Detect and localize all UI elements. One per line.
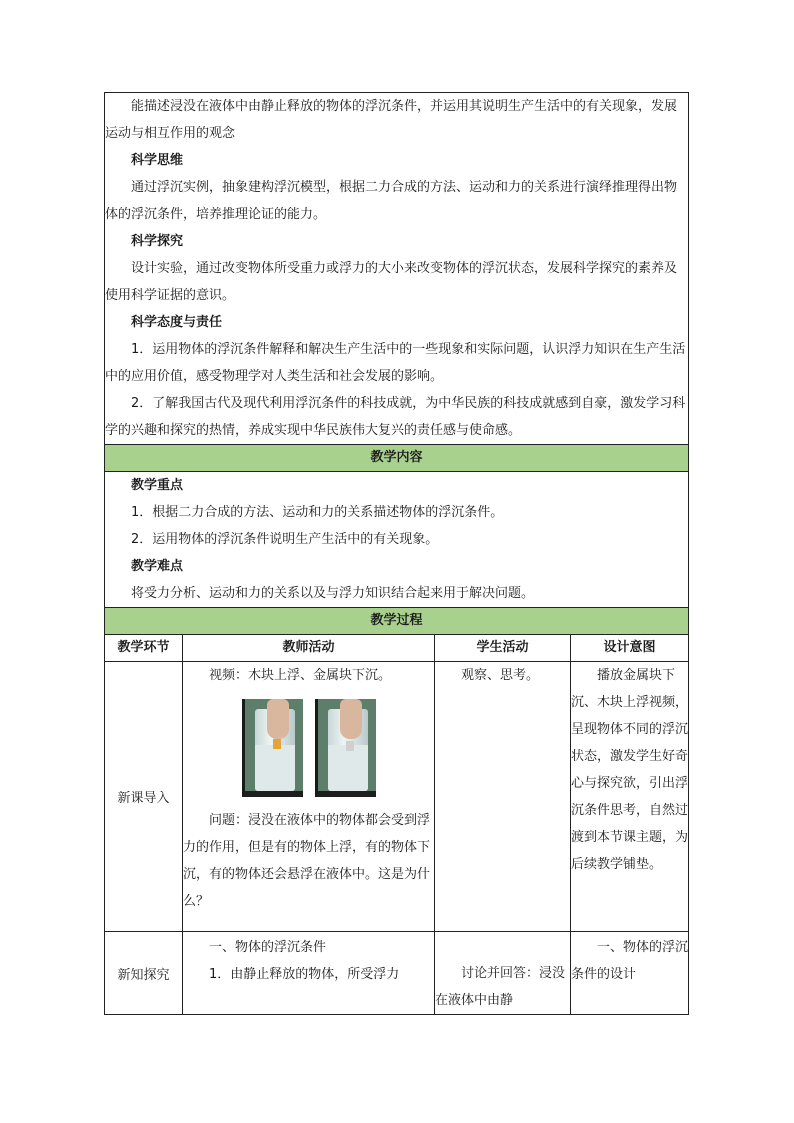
key-point-1: 1．根据二力合成的方法、运动和力的关系描述物体的浮沉条件。 (131, 505, 504, 520)
metal-sink-photo (315, 699, 376, 797)
teacher-activity-cell (183, 932, 435, 1015)
student-activity-text: 讨论并回答：浸没在液体中由静 (435, 966, 566, 1008)
inquiry-text: 设计实验，通过改变物体所受重力或浮力的大小来改变物体的浮沉状态，发展科学探究的素养及使用科学证据的意识。 (105, 261, 678, 303)
content-cell (105, 472, 689, 608)
teacher-question: 问题：浸没在液体中的物体都会受到浮力的作用，但是有的物体上浮，有的物体下沉，有的物体还会悬浮在液体中。这是为什么？ (183, 813, 431, 909)
stage-cell: 新课导入 (105, 662, 183, 932)
experiment-photos (183, 699, 434, 797)
attitude-heading: 科学态度与责任 (131, 315, 223, 330)
design-intent-cell (571, 662, 689, 932)
content-row (105, 472, 689, 608)
teacher-section-title: 一、物体的浮沉条件 (209, 940, 327, 955)
process-column-headers (105, 635, 689, 662)
content-section-title: 教学内容 (105, 445, 689, 472)
wood-float-photo (242, 699, 303, 797)
key-points-heading: 教学重点 (131, 478, 184, 493)
difficult-points-heading: 教学难点 (131, 559, 184, 574)
table-row (105, 932, 689, 1015)
student-activity-cell (435, 662, 571, 932)
teacher-video-caption: 视频：木块上浮、金属块下沉。 (209, 668, 392, 683)
teacher-activity-cell (183, 662, 435, 932)
process-section-title: 教学过程 (105, 608, 689, 635)
content-section-row (105, 445, 689, 472)
stage-cell: 新知探究 (105, 932, 183, 1015)
lesson-plan-table (104, 92, 689, 1015)
thinking-heading: 科学思维 (131, 153, 184, 168)
key-point-2: 2．运用物体的浮沉条件说明生产生活中的有关现象。 (131, 532, 439, 547)
objectives-row (105, 93, 689, 445)
column-header-teacher: 教师活动 (183, 635, 435, 662)
difficult-point-1: 将受力分析、运动和力的关系以及与浮力知识结合起来用于解决问题。 (131, 586, 535, 601)
teacher-item-1: 1．由静止释放的物体，所受浮力 (209, 967, 400, 982)
process-section-row (105, 608, 689, 635)
inquiry-heading: 科学探究 (131, 234, 184, 249)
student-activity-cell (435, 932, 571, 1015)
design-intent-cell (571, 932, 689, 1015)
objective-intro: 能描述浸没在液体中由静止释放的物体的浮沉条件，并运用其说明生产生活中的有关现象，发展运动与相互作用的观念 (105, 99, 678, 141)
attitude-item-1: 1．运用物体的浮沉条件解释和解决生产生活中的一些现象和实际问题，认识浮力知识在生产生活中的应用价值，感受物理学对人类生活和社会发展的影响。 (105, 342, 686, 384)
attitude-item-2: 2．了解我国古代及现代利用浮沉条件的科技成就，为中华民族的科技成就感到自豪，激发学习科学的兴趣和探究的热情，养成实现中华民族伟大复兴的责任感与使命感。 (105, 396, 686, 438)
objectives-cell (105, 93, 689, 445)
thinking-text: 通过浮沉实例，抽象建构浮沉模型，根据二力合成的方法、运动和力的关系进行演绎推理得出物体的浮沉条件，培养推理论证的能力。 (105, 180, 678, 222)
student-activity-text: 观察、思考。 (461, 668, 540, 683)
design-intent-text: 播放金属块下沉、木块上浮视频，呈现物体不同的浮沉状态，激发学生好奇心与探究欲，引出浮沉条件思考，自然过渡到本节课主题，为后续教学铺垫。 (571, 668, 689, 872)
column-header-stage: 教学环节 (105, 635, 183, 662)
column-header-student: 学生活动 (435, 635, 571, 662)
table-row (105, 662, 689, 932)
design-intent-text: 一、物体的浮沉条件的设计 (571, 940, 689, 982)
column-header-intent: 设计意图 (571, 635, 689, 662)
